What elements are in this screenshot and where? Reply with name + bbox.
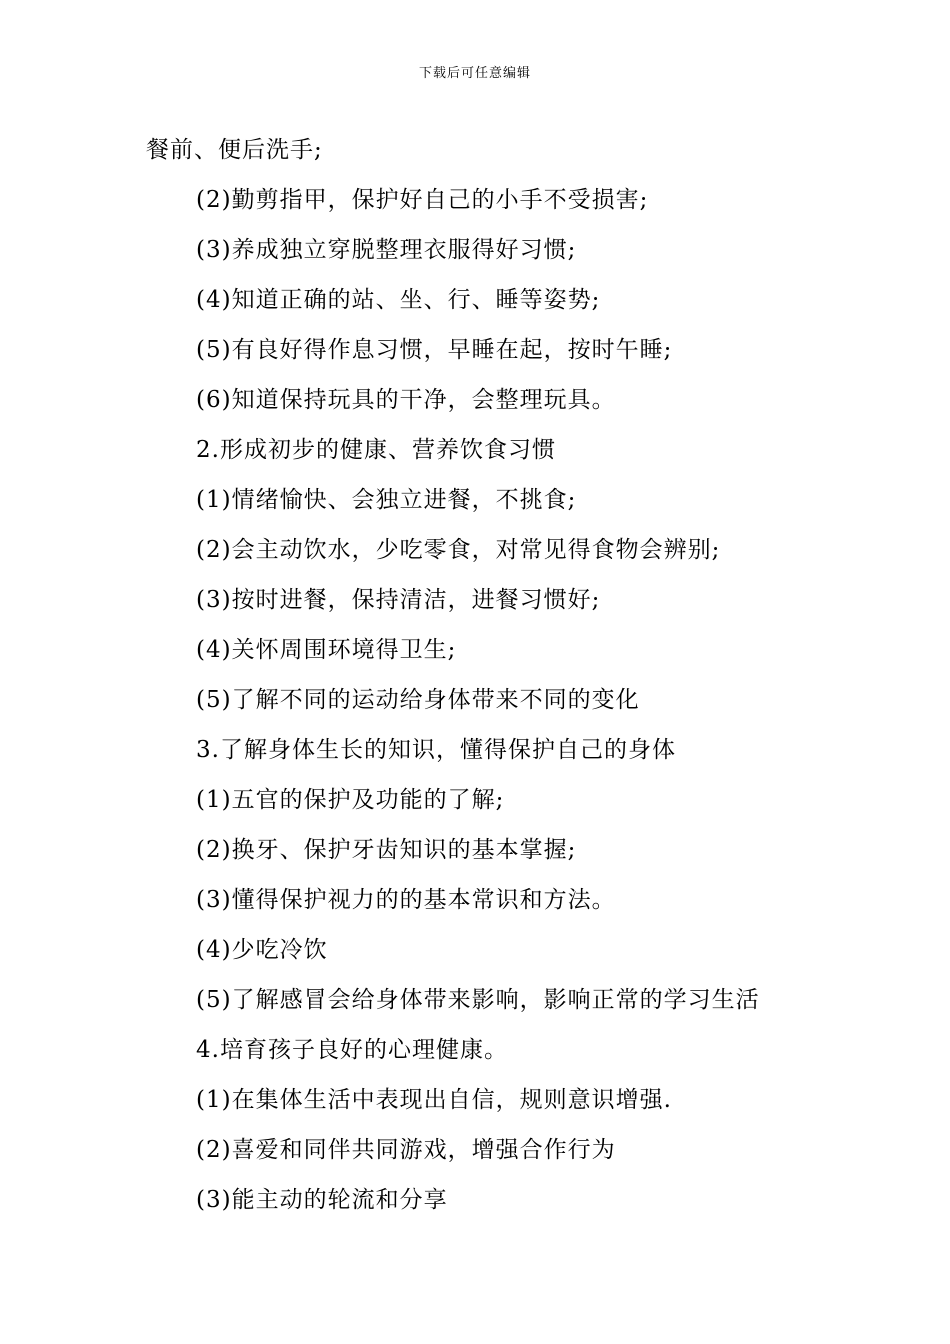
- text-line: (5)了解感冒会给身体带来影响，影响正常的学习生活: [196, 987, 760, 1013]
- text-line: (5)有良好得作息习惯，早睡在起，按时午睡;: [196, 337, 673, 363]
- text-line: (4)少吃冷饮: [196, 937, 328, 963]
- text-line: (1)在集体生活中表现出自信，规则意识增强.: [196, 1087, 672, 1113]
- text-line: (3)按时进餐，保持清洁，进餐习惯好;: [196, 587, 601, 613]
- text-line: (3)能主动的轮流和分享: [196, 1187, 448, 1213]
- text-line: (2)喜爱和同伴共同游戏，增强合作行为: [196, 1137, 616, 1163]
- text-line: (2)会主动饮水，少吃零食，对常见得食物会辨别;: [196, 537, 721, 563]
- page-header: 下载后可任意编辑: [418, 66, 531, 81]
- text-line: (3)懂得保护视力的的基本常识和方法。: [196, 887, 616, 913]
- text-line: (2)勤剪指甲，保护好自己的小手不受损害;: [196, 187, 649, 213]
- text-line: (5)了解不同的运动给身体带来不同的变化: [196, 687, 640, 713]
- text-line: (2)换牙、保护牙齿知识的基本掌握;: [196, 837, 577, 863]
- text-line: 2.形成初步的健康、营养饮食习惯: [196, 437, 556, 463]
- text-line: (4)知道正确的站、坐、行、睡等姿势;: [196, 287, 601, 313]
- text-line: 4.培育孩子良好的心理健康。: [196, 1037, 508, 1063]
- text-line: 3.了解身体生长的知识，懂得保护自己的身体: [196, 737, 676, 763]
- text-line: (1)五官的保护及功能的了解;: [196, 787, 505, 813]
- text-line: (3)养成独立穿脱整理衣服得好习惯;: [196, 237, 577, 263]
- text-line: 餐前、便后洗手;: [146, 137, 323, 163]
- text-line: (4)关怀周围环境得卫生;: [196, 637, 457, 663]
- text-line: (6)知道保持玩具的干净，会整理玩具。: [196, 387, 616, 413]
- text-line: (1)情绪愉快、会独立进餐，不挑食;: [196, 487, 577, 513]
